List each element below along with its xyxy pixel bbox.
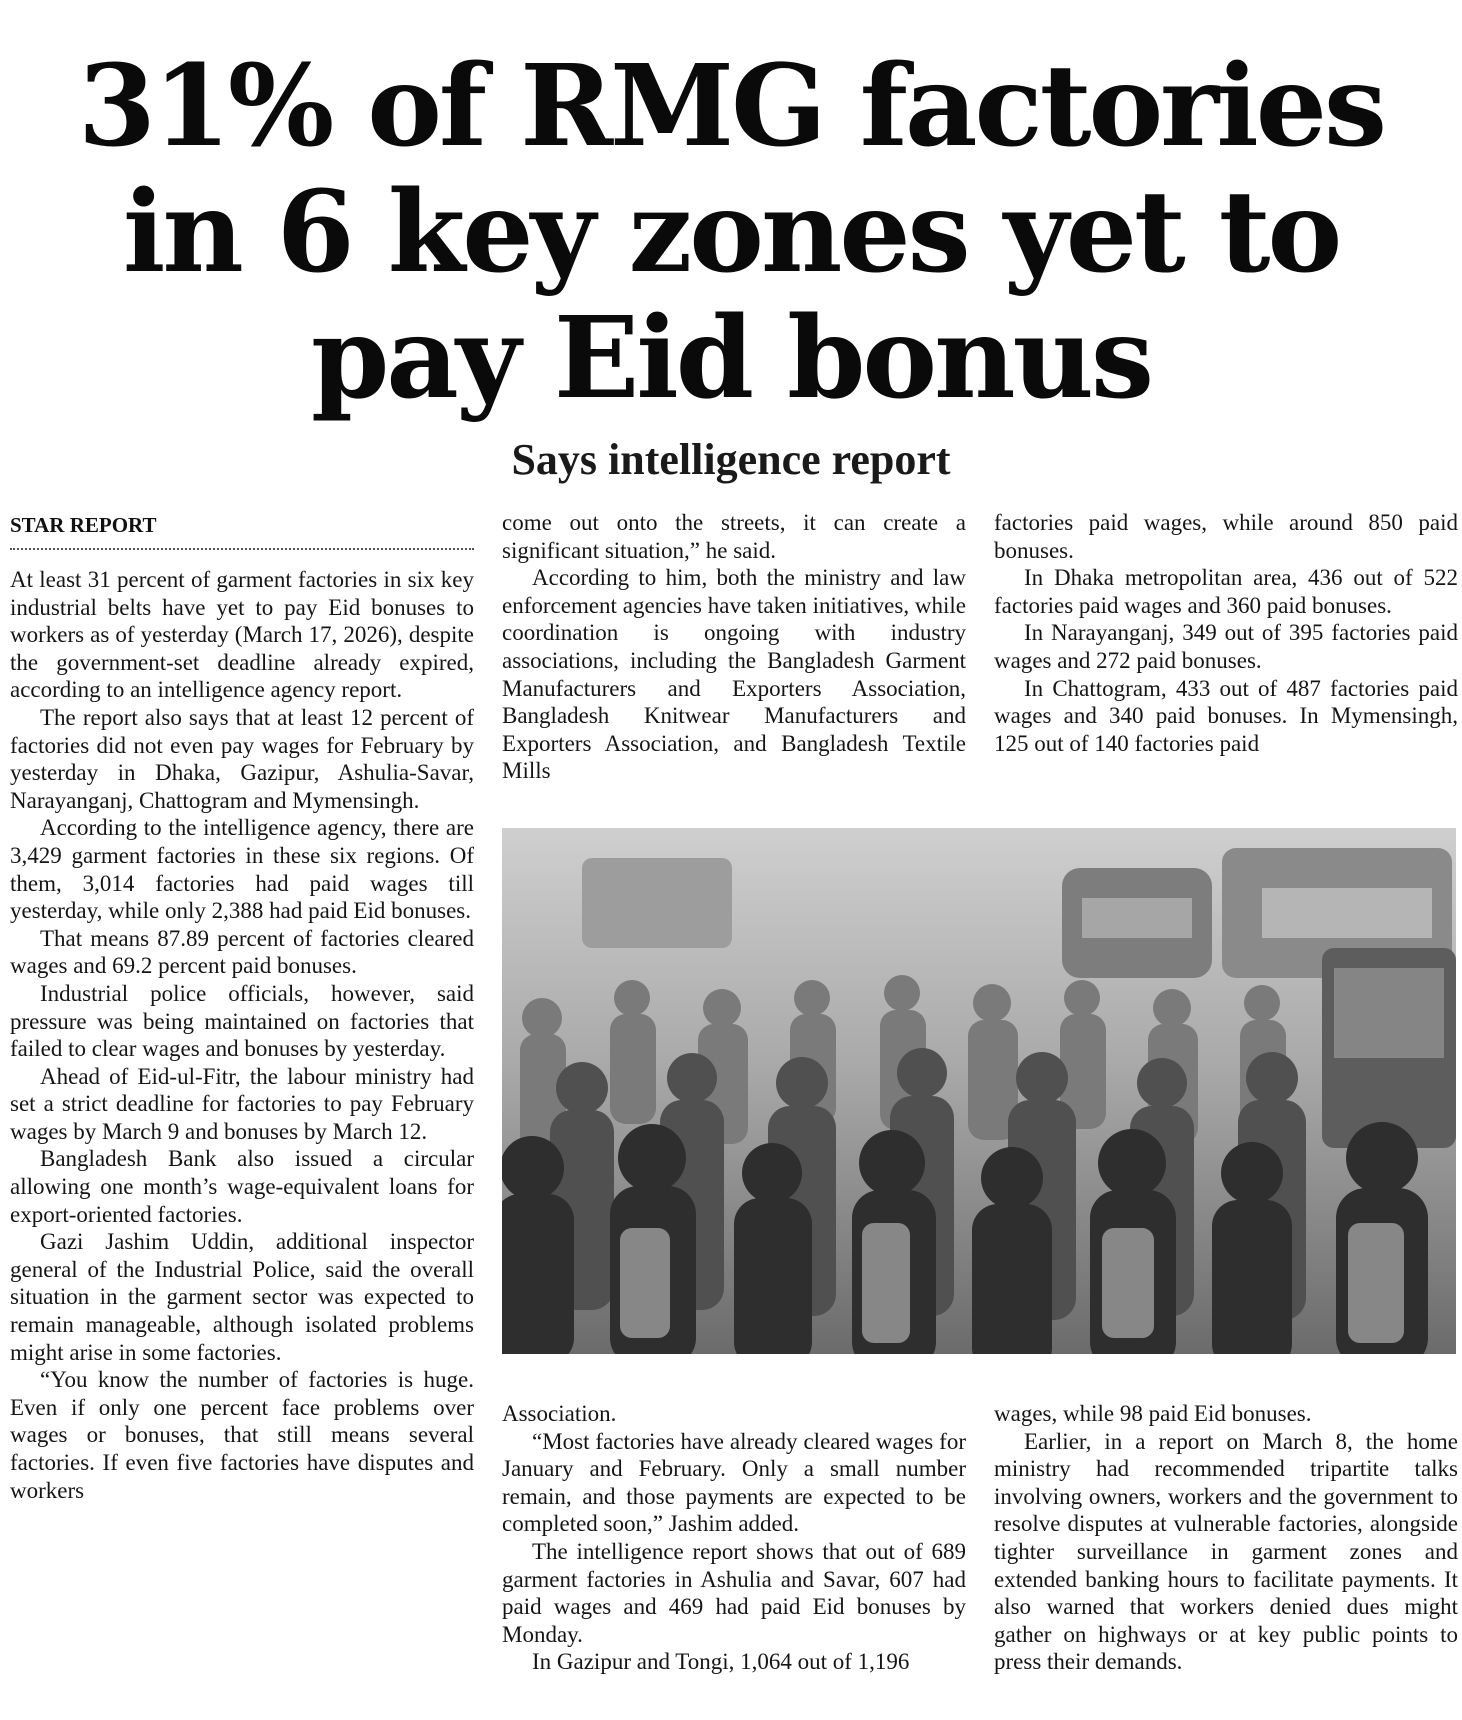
paragraph: factories paid wages, while around 850 paid bonuses.	[994, 510, 1458, 563]
crowd-photo-icon	[502, 828, 1456, 1354]
paragraph: Gazi Jashim Uddin, additional inspector general of the Industrial Police, said the overall situation in the garment sector was expected to remain manageable, although isolated problems might arise in some factories.	[10, 1229, 474, 1365]
article-column-3-top	[994, 509, 1458, 789]
paragraph: The intelligence report shows that out of 689 garment factories in Ashulia and Savar, 607 had paid wages and 469 had paid Eid bonuses by Monday.	[502, 1538, 966, 1647]
paragraph: “You know the number of factories is huge. Even if only one percent face problems over wages or bonuses, that still means several factories. If even five factories have disputes and workers	[10, 1367, 474, 1503]
paragraph: Earlier, in a report on March 8, the home ministry had recommended tripartite talks involving owners, workers and the government to resolve disputes at vulnerable factories, alongside tighter surveillance in garment zones and extended banking hours to facilitate payments. It also warned that workers denied dues might gather on highways or at key public points to press their demands.	[994, 1428, 1458, 1675]
paragraph: The report also says that at least 12 percent of factories did not even pay wages for February by yesterday in Dhaka, Gazipur, Ashulia-Savar, Narayanganj, Chattogram and Mymensingh.	[10, 704, 474, 813]
headline-line-2: in 6 key zones yet to	[122, 167, 1340, 298]
headline	[0, 41, 1462, 424]
crowd-photo	[502, 828, 1456, 1354]
paragraph: According to him, both the ministry and law enforcement agencies have taken initiatives, while coordination is ongoing with industry associations, including the Bangladesh Garment Manufacturers and Exporters Association, Bangladesh Knitwear Manufacturers and Exporters Association, and Bangladesh Textile Mills	[502, 565, 966, 784]
paragraph: Ahead of Eid-ul-Fitr, the labour ministry had set a strict deadline for factories to pay February wages by March 9 and bonuses by March 12.	[10, 1063, 474, 1144]
subheadline: Says intelligence report	[511, 435, 951, 484]
paragraph: That means 87.89 percent of factories cleared wages and 69.2 percent paid bonuses.	[10, 925, 474, 979]
paragraph: According to the intelligence agency, there are 3,429 garment factories in these six regions. Of them, 3,014 factories had paid wages till yesterday, while only 2,388 had paid Eid bonuses.	[10, 815, 474, 924]
byline: STAR REPORT	[10, 513, 157, 537]
article-column-3-bottom	[994, 1400, 1458, 1712]
paragraph: At least 31 percent of garment factories in six key industrial belts have yet to pay Eid bonuses to workers as of yesterday (March 17, 2026), despite the government-set deadline already expired, according to an intelligence agency report.	[10, 567, 474, 703]
paragraph: Bangladesh Bank also issued a circular allowing one month’s wage-equivalent loans for export-oriented factories.	[10, 1146, 474, 1227]
paragraph: In Chattogram, 433 out of 487 factories paid wages and 340 paid bonuses. In Mymensingh, 125 out of 140 factories paid	[994, 675, 1458, 756]
headline-line-1: 31% of RMG factories	[77, 41, 1385, 172]
article-column-2-top	[502, 509, 966, 789]
article-column-2-bottom	[502, 1400, 966, 1712]
paragraph: “Most factories have already cleared wages for January and February. Only a small number remain, and those payments are expected to be completed soon,” Jashim added.	[502, 1428, 966, 1537]
paragraph: Association.	[502, 1401, 617, 1426]
paragraph: Industrial police officials, however, said pressure was being maintained on factories that failed to clear wages and bonuses by yesterday.	[10, 980, 474, 1062]
headline-line-3: pay Eid bonus	[310, 293, 1152, 424]
paragraph: In Dhaka metropolitan area, 436 out of 522 factories paid wages and 360 paid bonuses.	[994, 565, 1458, 618]
paragraph: come out onto the streets, it can create a significant situation,” he said.	[502, 510, 966, 563]
paragraph: wages, while 98 paid Eid bonuses.	[994, 1401, 1312, 1426]
paragraph: In Gazipur and Tongi, 1,064 out of 1,196	[532, 1649, 910, 1675]
byline-divider	[10, 548, 474, 550]
article-column-1	[10, 566, 474, 1710]
paragraph: In Narayanganj, 349 out of 395 factories paid wages and 272 paid bonuses.	[994, 620, 1458, 673]
